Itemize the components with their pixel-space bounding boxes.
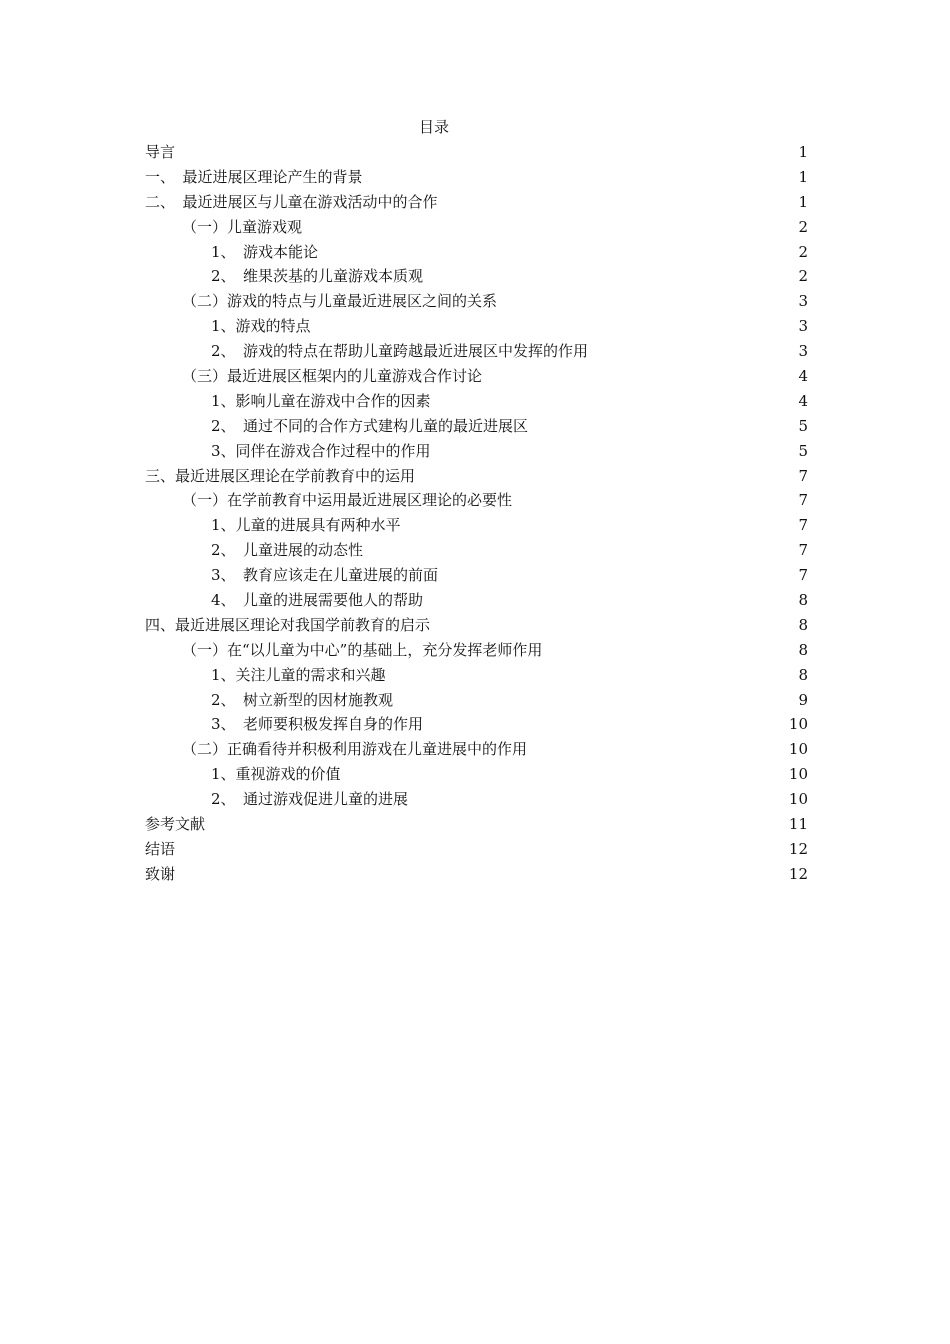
toc-entry-page-number: 9 <box>798 690 808 709</box>
toc-entry-page-number: 10 <box>788 715 808 734</box>
toc-entry[interactable] <box>145 638 808 663</box>
toc-entry[interactable] <box>145 862 808 887</box>
table-of-contents <box>145 140 808 887</box>
toc-entry-label: 1、关注儿童的需求和兴趣 <box>211 665 386 684</box>
toc-entry[interactable] <box>145 140 808 165</box>
toc-entry-page-number: 2 <box>798 217 808 236</box>
toc-entry-label: 2、 树立新型的因材施教观 <box>211 690 394 709</box>
toc-entry-label: （二）正确看待并积极利用游戏在儿童进展中的作用 <box>182 740 528 759</box>
toc-entry[interactable] <box>145 613 808 638</box>
toc-entry-page-number: 1 <box>798 192 808 211</box>
toc-entry-label: 三、最近进展区理论在学前教育中的运用 <box>145 466 416 485</box>
toc-entry-page-number: 10 <box>788 765 808 784</box>
toc-entry-page-number: 2 <box>798 267 808 286</box>
toc-entry-page-number: 12 <box>788 864 808 883</box>
toc-entry-page-number: 10 <box>788 790 808 809</box>
toc-entry-page-number: 8 <box>798 640 808 659</box>
toc-entry-label: 2、 通过游戏促进儿童的进展 <box>211 790 409 809</box>
toc-entry[interactable] <box>145 663 808 688</box>
toc-entry-label: 2、 游戏的特点在帮助儿童跨越最近进展区中发挥的作用 <box>211 342 589 361</box>
toc-entry-page-number: 7 <box>798 566 808 585</box>
toc-entry-label: 参考文献 <box>145 815 206 834</box>
toc-entry-label: 2、 通过不同的合作方式建构儿童的最近进展区 <box>211 416 529 435</box>
toc-entry[interactable] <box>145 737 808 762</box>
toc-title: 目录 <box>418 118 449 136</box>
toc-entry-label: （一）在学前教育中运用最近进展区理论的必要性 <box>182 491 513 510</box>
toc-entry-page-number: 2 <box>798 242 808 261</box>
toc-entry-page-number: 8 <box>798 615 808 634</box>
toc-entry-label: 致谢 <box>145 864 176 883</box>
toc-entry-label: 1、重视游戏的价值 <box>211 765 341 784</box>
toc-entry-label: 2、 儿童进展的动态性 <box>211 541 364 560</box>
toc-entry[interactable] <box>145 538 808 563</box>
toc-entry-label: 4、 儿童的进展需要他人的帮助 <box>211 591 424 610</box>
toc-entry-label: 1、游戏的特点 <box>211 317 311 336</box>
toc-entry-label: 1、 游戏本能论 <box>211 242 319 261</box>
toc-entry-page-number: 8 <box>798 591 808 610</box>
toc-entry-label: 2、 维果茨基的儿童游戏本质观 <box>211 267 424 286</box>
toc-entry[interactable] <box>145 314 808 339</box>
toc-entry-label: （一）儿童游戏观 <box>182 217 303 236</box>
toc-entry-label: 1、儿童的进展具有两种水平 <box>211 516 401 535</box>
toc-entry-page-number: 8 <box>798 665 808 684</box>
toc-entry-label: 导言 <box>145 143 176 161</box>
toc-entry[interactable] <box>145 339 808 364</box>
toc-entry-page-number: 7 <box>798 516 808 535</box>
toc-entry-label: （一）在“以儿童为中心”的基础上，充分发挥老师作用 <box>182 640 543 659</box>
toc-entry-label: 3、 老师要积极发挥自身的作用 <box>211 715 424 734</box>
toc-entry[interactable] <box>145 215 808 240</box>
toc-entry-page-number: 1 <box>798 167 808 186</box>
toc-entry[interactable] <box>145 513 808 538</box>
toc-entry-page-number: 7 <box>798 466 808 485</box>
toc-entry[interactable] <box>145 762 808 787</box>
toc-entry[interactable] <box>145 289 808 314</box>
toc-entry-label: 一、 最近进展区理论产生的背景 <box>145 167 363 186</box>
toc-entry-page-number: 4 <box>798 391 808 410</box>
toc-entry-page-number: 3 <box>798 317 808 336</box>
toc-entry-page-number: 5 <box>798 441 808 460</box>
toc-entry-label: 结语 <box>145 839 176 858</box>
toc-entry[interactable] <box>145 488 808 513</box>
toc-entry-label: 四、最近进展区理论对我国学前教育的启示 <box>145 615 431 634</box>
toc-entry[interactable] <box>145 389 808 414</box>
toc-entry-page-number: 5 <box>798 416 808 435</box>
toc-entry-label: 1、影响儿童在游戏中合作的因素 <box>211 391 431 410</box>
toc-entry-label: （三）最近进展区框架内的儿童游戏合作讨论 <box>182 367 483 386</box>
toc-entry-page-number: 10 <box>788 740 808 759</box>
toc-entry-page-number: 11 <box>788 815 808 834</box>
toc-entry[interactable] <box>145 563 808 588</box>
toc-entry[interactable] <box>145 812 808 837</box>
toc-entry-label: 3、 教育应该走在儿童进展的前面 <box>211 566 439 585</box>
toc-entry-page-number: 4 <box>798 367 808 386</box>
toc-entry[interactable] <box>145 165 808 190</box>
toc-entry[interactable] <box>145 837 808 862</box>
toc-entry-label: （二）游戏的特点与儿童最近进展区之间的关系 <box>182 292 498 311</box>
toc-entry[interactable] <box>145 787 808 812</box>
toc-entry[interactable] <box>145 588 808 613</box>
toc-entry-page-number: 3 <box>798 292 808 311</box>
toc-entry[interactable] <box>145 439 808 464</box>
toc-entry-page-number: 7 <box>798 541 808 560</box>
toc-entry-label: 二、 最近进展区与儿童在游戏活动中的合作 <box>145 192 438 211</box>
toc-entry[interactable] <box>145 688 808 713</box>
toc-entry[interactable] <box>145 414 808 439</box>
toc-entry[interactable] <box>145 240 808 265</box>
toc-entry[interactable] <box>145 264 808 289</box>
toc-entry[interactable] <box>145 190 808 215</box>
toc-entry-page-number: 3 <box>798 342 808 361</box>
toc-entry[interactable] <box>145 364 808 389</box>
toc-entry-page-number: 1 <box>798 143 808 161</box>
toc-entry-page-number: 12 <box>788 839 808 858</box>
toc-entry-label: 3、同伴在游戏合作过程中的作用 <box>211 441 431 460</box>
toc-entry[interactable] <box>145 712 808 737</box>
toc-entry[interactable] <box>145 464 808 489</box>
toc-entry-page-number: 7 <box>798 491 808 510</box>
